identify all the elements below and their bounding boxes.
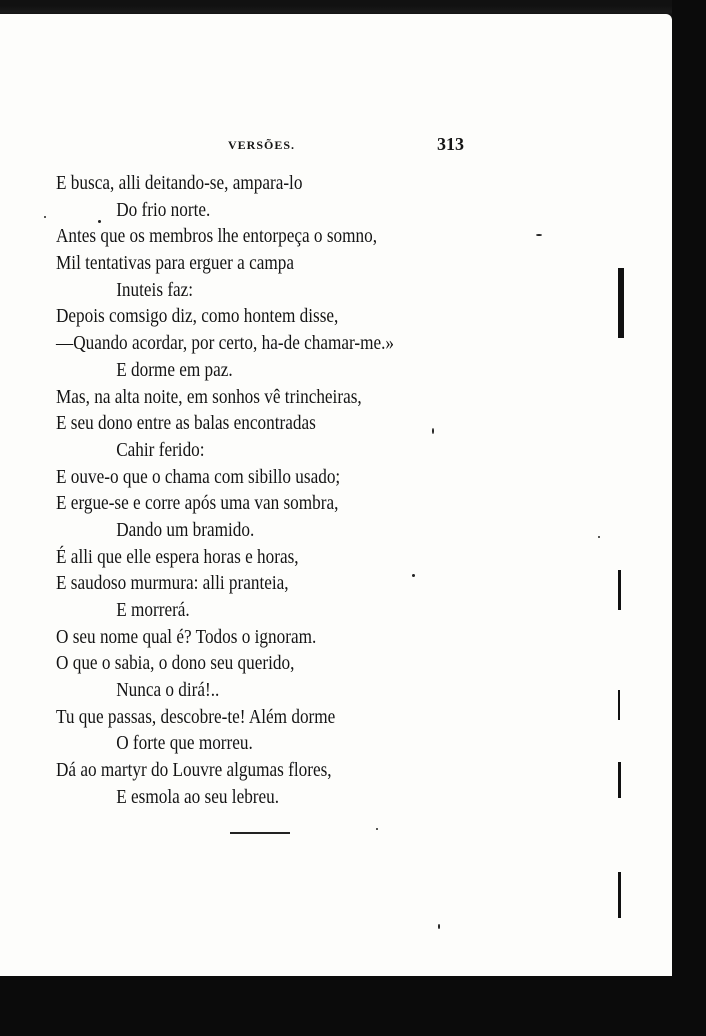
poem-line: Nunca o dirá!.. <box>116 679 220 702</box>
page-edge-mark <box>618 268 624 338</box>
print-speck <box>536 234 542 236</box>
poem-line: E busca, alli deitando-se, ampara-lo <box>56 172 303 194</box>
poem-line: E dorme em paz. <box>116 358 233 381</box>
page-edge-mark <box>618 690 620 720</box>
poem-line: Tu que passas, descobre-te! Além dorme <box>56 705 336 728</box>
poem-line: Antes que os membros lhe entorpeça o somno, <box>56 225 378 248</box>
poem-line: E ergue-se e corre após uma van sombra, <box>56 492 339 515</box>
page-number: 313 <box>437 134 464 154</box>
running-title: VERSÕES. <box>228 138 296 152</box>
poem-line: E seu dono entre as balas encontradas <box>56 412 316 435</box>
poem-line: E esmola ao seu lebreu. <box>116 785 280 808</box>
poem-line: Depois comsigo diz, como hontem disse, <box>56 305 339 328</box>
page-edge-mark <box>618 762 621 798</box>
poem-line: O que o sabia, o dono seu querido, <box>56 652 295 675</box>
poem-line: Dá ao martyr do Louvre algumas flores, <box>56 759 332 782</box>
poem-line: O seu nome qual é? Todos o ignoram. <box>56 625 317 648</box>
print-speck <box>376 828 378 830</box>
poem-line: E morrerá. <box>116 599 190 621</box>
print-speck <box>98 220 101 223</box>
poem-line: O forte que morreu. <box>116 732 253 755</box>
poem-line: E saudoso murmura: alli pranteia, <box>56 572 289 595</box>
page-header <box>228 134 464 156</box>
scan-right-margin <box>672 0 706 1036</box>
poem-text <box>56 170 616 811</box>
print-speck <box>598 536 600 538</box>
print-speck <box>432 428 434 434</box>
scan-bottom-edge <box>0 976 706 1036</box>
poem-line: Mil tentativas para erguer a campa <box>56 252 294 275</box>
poem-line: Inuteis faz: <box>116 278 194 301</box>
poem-line: É alli que elle espera horas e horas, <box>56 545 299 568</box>
poem-line: E ouve-o que o chama com sibillo usado; <box>56 465 341 488</box>
poem-line: —Quando acordar, por certo, ha-de chamar-me.» <box>56 332 395 355</box>
poem-line: Mas, na alta noite, em sonhos vê trincheiras, <box>56 385 362 408</box>
print-speck <box>44 216 46 218</box>
poem-line: Do frio norte. <box>116 198 211 221</box>
print-speck <box>412 574 415 577</box>
page-edge-mark <box>618 872 621 918</box>
poem-line: Cahir ferido: <box>116 438 205 461</box>
page-edge-mark <box>618 570 621 610</box>
poem-line: Dando um bramido. <box>116 518 255 541</box>
print-speck <box>438 924 440 929</box>
end-rule <box>230 832 290 834</box>
